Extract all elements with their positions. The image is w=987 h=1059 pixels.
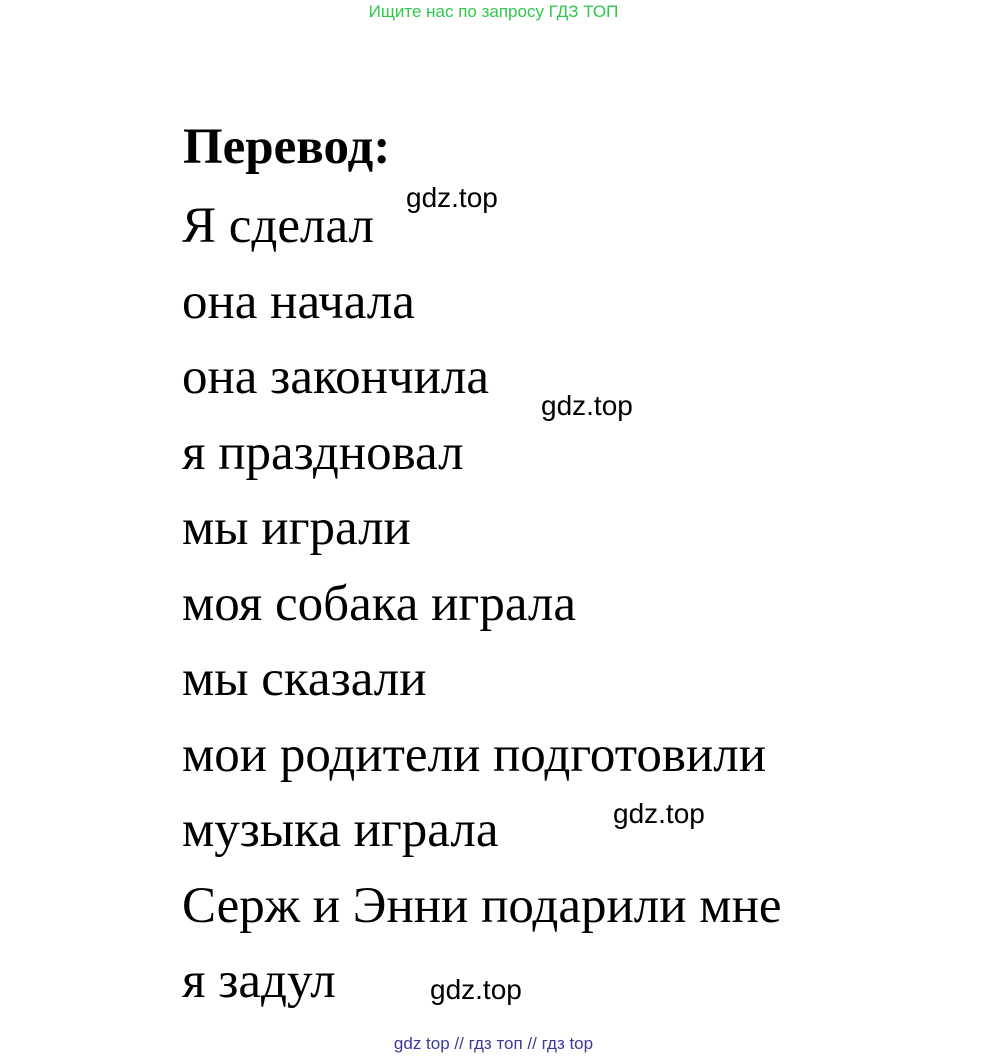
translation-line: моя собака играла [182, 575, 577, 632]
watermark: gdz.top [430, 974, 522, 1005]
watermark: gdz.top [406, 182, 498, 213]
top-banner: Ищите нас по запросу ГДЗ ТОП [368, 2, 619, 21]
translation-line: я праздновал [182, 424, 464, 481]
translation-line: музыка играла [182, 802, 499, 858]
translation-line: она начала [182, 273, 415, 330]
translation-line: мы сказали [182, 651, 427, 707]
translation-line: Я сделал [182, 198, 374, 254]
footer: gdz top // гдз топ // гдз top [393, 1034, 594, 1053]
page-title: Перевод: [183, 119, 391, 175]
translation-line: мои родители подготовили [182, 726, 766, 783]
translation-list [182, 189, 782, 1020]
translation-line: я задул [182, 953, 336, 1009]
translation-line: Серж и Энни подарили мне [182, 877, 782, 934]
watermark: gdz.top [541, 390, 633, 421]
translation-line: мы играли [182, 500, 411, 556]
watermark: gdz.top [613, 798, 705, 829]
translation-line: она закончила [182, 349, 489, 405]
